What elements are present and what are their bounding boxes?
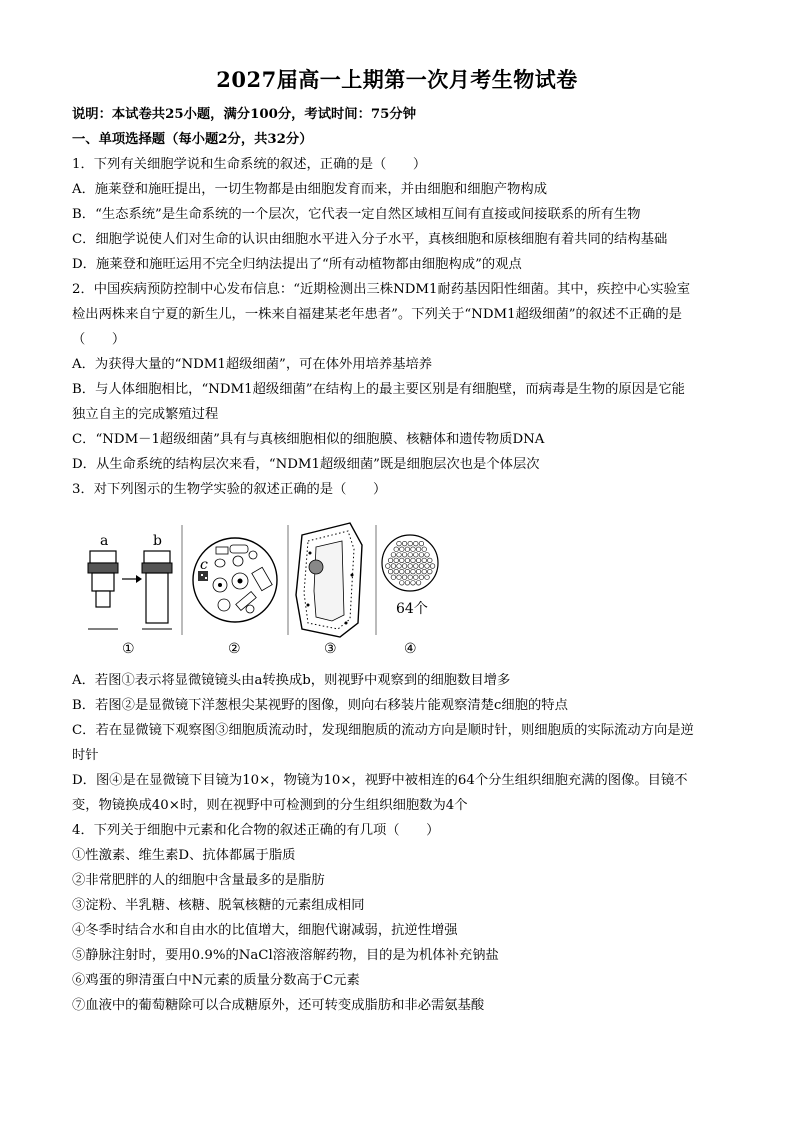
q2-stem-line1: 2．中国疾病预防控制中心发布信息：“近期检测出三株NDM1耐药基因阳性细菌。其中，疾控中心实验室 (72, 282, 691, 297)
meristem-cell (411, 547, 416, 552)
meristem-cell (419, 575, 424, 580)
q3-option-d-line1: D．图④是在显微镜下目镜为10×，物镜为10×，视野中被相连的64个分生组织细胞充满的图像。目镜不 (72, 773, 688, 788)
meristem-cell (414, 553, 419, 558)
meristem-cell (402, 541, 407, 546)
q2-stem-line3: （ ） (72, 332, 126, 347)
root-tip-field-figure (193, 538, 277, 657)
q3-option-a: A．若图①表示将显微镜镜头由a转换成b，则视野中观察到的细胞数目增多 (72, 673, 511, 688)
figure-label-2: ② (228, 641, 241, 657)
meristem-cell (425, 575, 430, 580)
meristem-cell (411, 569, 416, 574)
meristem-cell (408, 564, 413, 569)
meristem-cell (414, 564, 419, 569)
meristem-cell (397, 575, 402, 580)
meristem-cell (419, 541, 424, 546)
meristem-cell (402, 553, 407, 558)
meristem-cell (394, 547, 399, 552)
exam-title: 2027届高一上期第一次月考生物试卷 (216, 67, 578, 92)
q4-item: ⑥鸡蛋的卵清蛋白中N元素的质量分数高于C元素 (72, 973, 360, 988)
meristem-cell (430, 564, 435, 569)
meristem-cell (411, 558, 416, 563)
q4-item: ⑦血液中的葡萄糖除可以合成糖原外，还可转变成脂肪和非必需氨基酸 (72, 998, 485, 1013)
q4-item: ④冬季时结合水和自由水的比值增大，细胞代谢减弱，抗逆性增强 (72, 923, 458, 938)
q1-option-a: A．施莱登和施旺提出，一切生物都是由细胞发育而来，并由细胞和细胞产物构成 (72, 182, 547, 197)
meristem-cell (388, 569, 393, 574)
figure-label-3: ③ (324, 641, 337, 657)
q1-stem: 1．下列有关细胞学说和生命系统的叙述，正确的是（ ） (72, 157, 427, 172)
meristem-cell (391, 575, 396, 580)
meristem-cell (411, 581, 416, 586)
meristem-cell (388, 558, 393, 563)
q4-item: ②非常肥胖的人的细胞中含量最多的是脂肪 (72, 873, 325, 888)
figure-label-4: ④ (404, 641, 417, 657)
lens-b-label: b (153, 533, 162, 549)
meristem-cell (397, 541, 402, 546)
meristem-cell (400, 581, 405, 586)
meristem-cell (428, 558, 433, 563)
q4-item: ①性激素、维生素D、抗体都属于脂质 (72, 848, 296, 863)
meristem-cell (400, 569, 405, 574)
meristem-cell (405, 547, 410, 552)
figure-label-1: ① (122, 641, 135, 657)
meristem-cell (402, 575, 407, 580)
meristem-cell (394, 569, 399, 574)
plant-cell-figure (296, 523, 362, 657)
meristem-cell (405, 581, 410, 586)
q1-option-c: C．细胞学说使人们对生命的认识由细胞水平进入分子水平，真核细胞和原核细胞有着共同的结构基础 (72, 232, 668, 247)
q4-item: ③淀粉、半乳糖、核糖、脱氧核糖的元素组成相同 (72, 898, 365, 913)
meristem-cell (391, 553, 396, 558)
q2-option-b-line1: B．与人体细胞相比，“NDM1超级细菌”在结构上的最主要区别是有细胞壁，而病毒是生物的原因是它能 (72, 382, 685, 397)
q3-option-b: B．若图②是显微镜下洋葱根尖某视野的图像，则向右移装片能观察清楚c细胞的特点 (72, 698, 568, 713)
meristem-cell (408, 553, 413, 558)
meristem-cell (414, 541, 419, 546)
meristem-cell (400, 547, 405, 552)
q2-option-d: D．从生命系统的结构层次来看，“NDM1超级细菌”既是细胞层次也是个体层次 (72, 457, 540, 472)
meristem-cell (397, 564, 402, 569)
meristem-cell (419, 553, 424, 558)
meristem-cell (408, 575, 413, 580)
meristem-cell (416, 569, 421, 574)
meristem-cell (419, 564, 424, 569)
section-heading: 一、单项选择题（每小题2分，共32分） (72, 132, 313, 147)
lens-a-label: a (100, 533, 109, 549)
meristem-cell (428, 569, 433, 574)
q1-option-b: B．“生态系统”是生命系统的一个层次，它代表一定自然区域相互间有直接或间接联系的所有生物 (72, 207, 641, 222)
meristem-cell (405, 569, 410, 574)
q3-option-c-line2: 时针 (72, 748, 99, 763)
q4-item: ⑤静脉注射时，要用0.9%的NaCl溶液溶解药物，目的是为机体补充钠盐 (72, 948, 499, 963)
q4-stem: 4．下列关于细胞中元素和化合物的叙述正确的有几项（ ） (72, 823, 440, 838)
q2-option-b-line2: 独立自主的完成繁殖过程 (72, 407, 219, 422)
q2-stem-line2: 检出两株来自宁夏的新生儿，一株来自福建某老年患者”。下列关于“NDM1超级细菌”的叙述不正确的是 (72, 307, 682, 322)
meristem-cell (394, 558, 399, 563)
meristem-field-figure (382, 535, 438, 657)
objective-lens-a (88, 551, 118, 607)
objective-lens-b (142, 551, 172, 623)
meristem-cell (400, 558, 405, 563)
q3-stem: 3．对下列图示的生物学实验的叙述正确的是（ ） (72, 482, 387, 497)
objective-lens-figure (88, 533, 172, 657)
meristem-cell (422, 569, 427, 574)
meristem-cell (422, 547, 427, 552)
q3-option-d-line2: 变，物镜换成40×时，则在视野中可检测到的分生组织细胞数为4个 (72, 798, 468, 813)
q2-option-a: A．为获得大量的“NDM1超级细菌”，可在体外用培养基培养 (72, 357, 433, 372)
exam-note: 说明：本试卷共25小题，满分100分，考试时间：75分钟 (72, 107, 416, 122)
meristem-cell (425, 553, 430, 558)
q3-option-c-line1: C．若在显微镜下观察图③细胞质流动时，发现细胞质的流动方向是顺时针，则细胞质的实际流动方向是逆 (72, 723, 694, 738)
meristem-cell (414, 575, 419, 580)
meristem-cell (402, 564, 407, 569)
meristem-cell (425, 564, 430, 569)
meristem-cell (422, 558, 427, 563)
cell-c-label: c (200, 557, 208, 573)
q2-option-c: C．“NDM－1超级细菌”具有与真核细胞相似的细胞膜、核糖体和遗传物质DNA (72, 432, 545, 447)
meristem-cell (386, 564, 391, 569)
meristem-cell (397, 553, 402, 558)
q1-option-d: D．施莱登和施旺运用不完全归纳法提出了“所有动植物都由细胞构成”的观点 (72, 257, 522, 272)
meristem-cell (391, 564, 396, 569)
meristem-cell (416, 547, 421, 552)
q3-figure (70, 505, 450, 665)
meristem-cell (416, 558, 421, 563)
meristem-cell (405, 558, 410, 563)
meristem-cell (408, 541, 413, 546)
meristem-cell (416, 581, 421, 586)
cell-count-label: 64个 (396, 601, 428, 617)
